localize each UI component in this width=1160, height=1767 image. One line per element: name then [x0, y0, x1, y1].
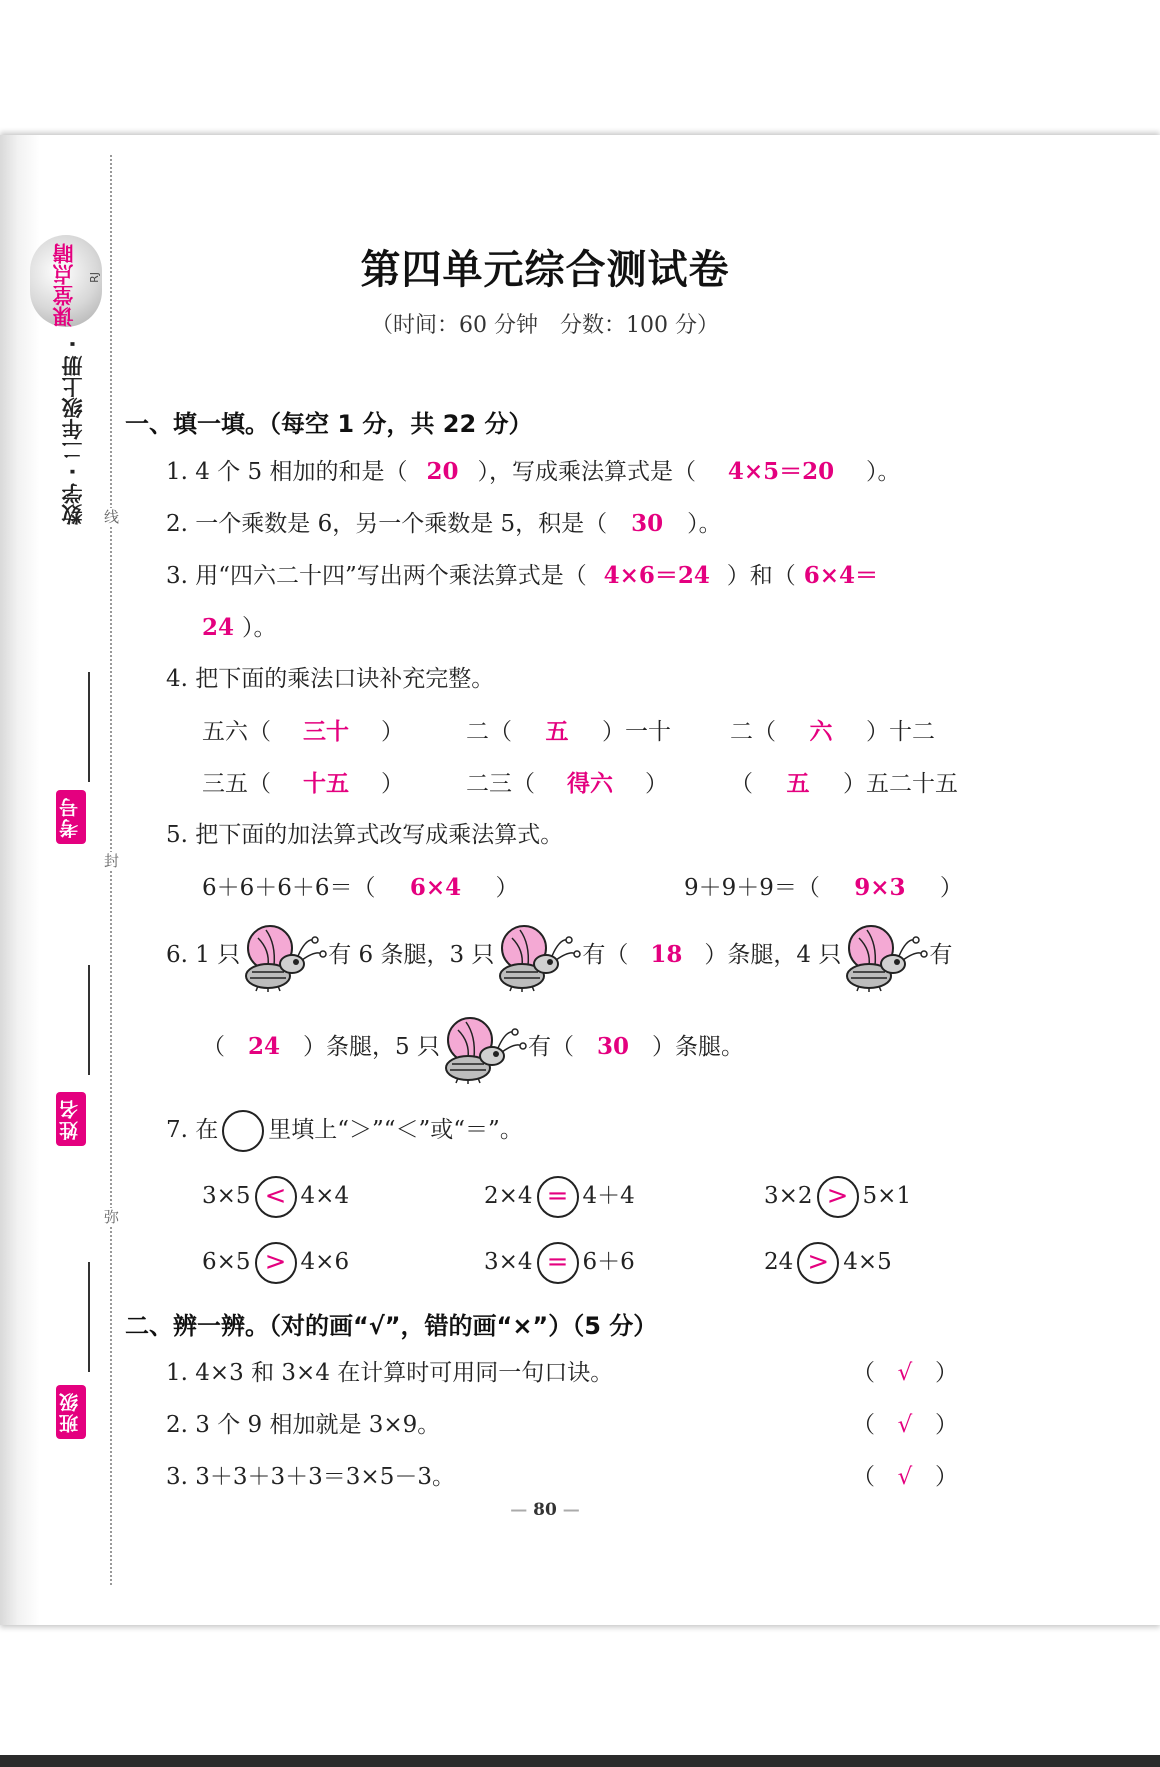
- q4-item-2-answer: 五: [545, 718, 569, 745]
- q7-item-5-right: 6＋6: [582, 1249, 635, 1275]
- q7-item-5: [484, 1242, 635, 1284]
- q7-item-3-left: 3×2: [764, 1183, 813, 1209]
- judge-item-2-answer: [852, 1412, 958, 1440]
- cut-mark-seal: 封: [104, 852, 120, 870]
- question-3: [166, 562, 878, 591]
- q6-text-5: 有: [929, 942, 953, 968]
- q4-item-3-pre: 二（: [730, 719, 776, 745]
- q4-item-5: [466, 770, 668, 799]
- judge-item-3: 3. 3＋3＋3＋3＝3×5－3。: [166, 1464, 455, 1490]
- q4-item-6-post: ）五二十五: [843, 771, 958, 797]
- question-7: [166, 1110, 523, 1152]
- q6-text-4: ）条腿，4 只: [704, 942, 842, 968]
- q3-answer-b-part2: 24: [202, 614, 235, 641]
- q7-item-4-answer: >: [255, 1242, 297, 1284]
- exam-no-line: [88, 672, 90, 782]
- q4-item-5-post: ）: [645, 771, 668, 797]
- q5-item-2-pre: 9＋9＋9＝（: [684, 875, 820, 901]
- cut-mark-close: 弥: [104, 1208, 120, 1226]
- q4-item-4: [202, 770, 404, 799]
- q7-item-2: [484, 1176, 635, 1218]
- exam-no-field: [56, 790, 88, 844]
- q4-item-3-post: ）十二: [866, 719, 935, 745]
- question-6-cont: [202, 1012, 744, 1084]
- q6-text-6: （: [202, 1034, 225, 1060]
- logo-text: 课堂点睛: [52, 243, 76, 327]
- q4-item-6-pre: （: [730, 771, 753, 797]
- q6-text-8: 有（: [527, 1034, 574, 1060]
- judge-item-2-open: （: [852, 1412, 875, 1438]
- q4-item-1: [202, 718, 404, 747]
- q5-item-1-post: ）: [495, 875, 519, 901]
- q7-item-1-left: 3×5: [202, 1183, 251, 1209]
- page-subtitle: （时间：60 分钟 分数：100 分）: [371, 313, 719, 338]
- q4-item-2: [466, 718, 671, 747]
- q5-item-2: [684, 874, 963, 903]
- q7-item-3-answer: >: [817, 1176, 859, 1218]
- class-label: 班级: [56, 1385, 86, 1439]
- judge-item-3-check: √: [897, 1464, 913, 1490]
- q6-text-1: 6. 1 只: [166, 942, 241, 968]
- q6-answer-3: 30: [596, 1033, 629, 1060]
- q3-text-b: ）和（: [726, 563, 796, 589]
- worksheet-page: [0, 135, 1160, 1625]
- q7-item-4-left: 6×5: [202, 1249, 251, 1275]
- q7-item-3: [764, 1176, 911, 1218]
- class-line: [88, 1262, 90, 1372]
- section1-heading: 一、填一填。（每空 1 分，共 22 分）: [125, 410, 533, 438]
- name-line: [88, 965, 90, 1075]
- judge-item-3-answer: [852, 1464, 958, 1492]
- question-2: [166, 510, 722, 539]
- exam-no-label: 考号: [56, 790, 86, 844]
- question-5: 5. 把下面的加法算式改写成乘法算式。: [166, 822, 564, 848]
- q7-item-3-right: 5×1: [862, 1183, 912, 1209]
- q7-item-4: [202, 1242, 349, 1284]
- q5-item-1: [202, 874, 519, 903]
- q7-item-5-left: 3×4: [484, 1249, 533, 1275]
- name-label: 姓名: [56, 1092, 86, 1146]
- q7-item-1: [202, 1176, 349, 1218]
- butterfly-icon: [841, 920, 929, 992]
- question-6: [166, 920, 952, 992]
- judge-item-1: 1. 4×3 和 3×4 在计算时可用同一句口诀。: [166, 1360, 614, 1386]
- question-3-cont: [202, 614, 277, 643]
- q7-text-2: 里填上“＞”“＜”或“＝”。: [268, 1117, 523, 1143]
- q4-item-1-answer: 三十: [303, 718, 349, 745]
- q7-item-6-answer: >: [797, 1242, 839, 1284]
- q1-text-c: ）。: [865, 459, 901, 485]
- q4-item-4-post: ）: [381, 771, 404, 797]
- q4-item-3: [730, 718, 935, 747]
- q3-answer-a: 4×6＝24: [603, 562, 710, 589]
- q5-item-2-answer: 9×3: [854, 874, 906, 901]
- q4-item-2-post: ）一十: [602, 719, 671, 745]
- q4-item-3-answer: 六: [809, 718, 833, 745]
- judge-item-1-check: √: [897, 1360, 913, 1386]
- q7-item-1-right: 4×4: [300, 1183, 350, 1209]
- q6-text-9: ）条腿。: [651, 1034, 744, 1060]
- bottom-edge: [0, 1755, 1160, 1767]
- q4-item-6-answer: 五: [786, 770, 810, 797]
- q4-item-2-pre: 二（: [466, 719, 512, 745]
- logo-edition: RJ: [88, 272, 101, 283]
- q6-text-3: 有（: [582, 942, 629, 968]
- q7-item-2-left: 2×4: [484, 1183, 533, 1209]
- butterfly-icon: [494, 920, 582, 992]
- q6-answer-1: 18: [650, 941, 683, 968]
- judge-item-3-close: ）: [935, 1464, 958, 1490]
- page-title: 第四单元综合测试卷: [360, 246, 730, 293]
- q7-item-5-answer: =: [537, 1242, 579, 1284]
- q4-item-5-pre: 二三（: [466, 771, 535, 797]
- section2-heading: 二、辨一辨。（对的画“√”，错的画“×”）（5 分）: [125, 1312, 658, 1340]
- q6-answer-2: 24: [247, 1033, 280, 1060]
- q7-item-1-answer: <: [255, 1176, 297, 1218]
- q5-item-1-pre: 6＋6＋6＋6＝（: [202, 875, 376, 901]
- judge-item-1-close: ）: [935, 1360, 958, 1386]
- judge-item-3-open: （: [852, 1464, 875, 1490]
- q1-text-b: ），写成乘法算式是（: [477, 459, 696, 485]
- q1-text-a: 1. 4 个 5 相加的和是（: [166, 459, 408, 485]
- q6-text-7: ）条腿，5 只: [303, 1034, 440, 1060]
- judge-item-2-close: ）: [935, 1412, 958, 1438]
- q4-item-4-answer: 十五: [303, 770, 349, 797]
- q7-item-6: [764, 1242, 892, 1284]
- q5-item-2-post: ）: [939, 875, 963, 901]
- judge-item-2-check: √: [897, 1412, 913, 1438]
- judge-item-1-open: （: [852, 1360, 875, 1386]
- page-number-dash-right: —: [556, 1500, 580, 1520]
- q7-item-2-answer: =: [537, 1176, 579, 1218]
- q7-item-2-right: 4＋4: [582, 1183, 635, 1209]
- butterfly-icon: [440, 1012, 528, 1084]
- question-1: [166, 458, 900, 487]
- judge-item-2: 2. 3 个 9 相加就是 3×9。: [166, 1412, 441, 1438]
- q2-text-b: ）。: [687, 511, 722, 537]
- judge-item-1-answer: [852, 1360, 958, 1388]
- q7-text-1: 7. 在: [166, 1117, 219, 1143]
- empty-circle-icon: [222, 1110, 264, 1152]
- q3-text-a: 3. 用“四六二十四”写出两个乘法算式是（: [166, 563, 587, 589]
- question-4: 4. 把下面的乘法口诀补充完整。: [166, 666, 495, 692]
- q4-item-6: [730, 770, 958, 799]
- q6-text-2: 有 6 条腿，3 只: [328, 942, 495, 968]
- q1-answer-a: 20: [426, 458, 459, 485]
- q2-text-a: 2. 一个乘数是 6，另一个乘数是 5，积是（: [166, 511, 608, 537]
- q7-item-6-right: 4×5: [843, 1249, 892, 1275]
- q3-text-c: ）。: [242, 615, 277, 641]
- class-field: [56, 1385, 88, 1439]
- butterfly-icon: [240, 920, 328, 992]
- page-number-value: 80: [533, 1500, 557, 1520]
- q4-item-1-post: ）: [381, 719, 404, 745]
- cut-mark-line: 线: [104, 508, 120, 526]
- q4-item-1-pre: 五六（: [202, 719, 271, 745]
- book-series-label: 数学 · 二年级上册 ·: [61, 340, 85, 525]
- q4-item-4-pre: 三五（: [202, 771, 271, 797]
- q5-item-1-answer: 6×4: [409, 874, 462, 901]
- page-number-dash-left: —: [510, 1500, 534, 1520]
- q2-answer: 30: [631, 510, 664, 537]
- page-number: [0, 1500, 1090, 1520]
- name-field: [56, 1092, 88, 1146]
- q1-answer-b: 4×5＝20: [727, 458, 835, 485]
- q3-answer-b-part1: 6×4＝: [803, 562, 879, 589]
- q4-item-5-answer: 得六: [567, 770, 613, 797]
- q7-item-6-left: 24: [764, 1249, 794, 1275]
- q7-item-4-right: 4×6: [300, 1249, 350, 1275]
